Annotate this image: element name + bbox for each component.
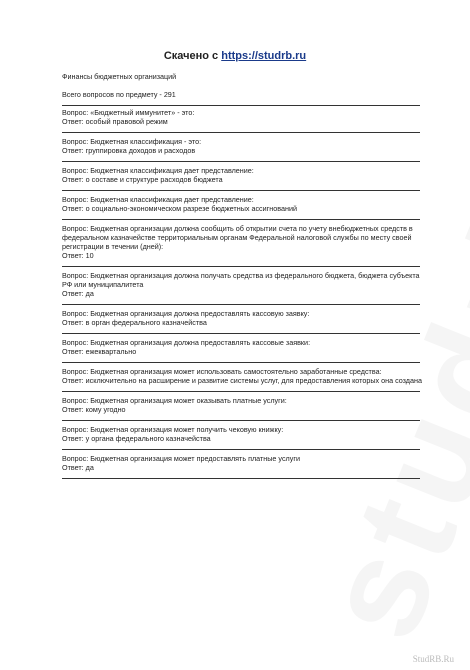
separator [62, 414, 422, 423]
qa-item [62, 224, 422, 269]
qa-item [62, 137, 422, 164]
separator [62, 260, 422, 269]
document-content [62, 72, 422, 483]
qa-item [62, 425, 422, 452]
separator [62, 155, 422, 164]
source-link[interactable]: https://studrb.ru [221, 50, 307, 62]
answer-text: Ответ: кому угодно [62, 405, 126, 414]
header-prefix: Скачено с [163, 50, 222, 62]
qa-item [62, 367, 422, 394]
qa-list [62, 108, 422, 481]
answer-text: Ответ: группировка доходов и расходов [62, 146, 196, 155]
separator [62, 126, 422, 135]
qa-item [62, 309, 422, 336]
answer-text: Ответ: в орган федерального казначейства [62, 318, 207, 327]
footer-site: StudRB.Ru [412, 654, 454, 664]
question-text: Вопрос: Бюджетная организация может использовать самостоятельно заработанные средства: [62, 367, 382, 376]
question-text: Вопрос: Бюджетная классификация дает представление: [62, 195, 254, 204]
qa-item [62, 108, 422, 135]
question-text: Вопрос: Бюджетная классификация дает представление: [62, 166, 254, 175]
qa-item [62, 338, 422, 365]
qa-item [62, 166, 422, 193]
answer-text: Ответ: у органа федерального казначейства [62, 434, 211, 443]
question-text: Вопрос: Бюджетная организация может предоставлять платные услуги [62, 454, 300, 463]
question-text: Вопрос: Бюджетная организации должна сообщить об открытии счета по учету внебюджетных средств в федеральном казначействе территориальным органам Федеральной налоговой службы по месту своей регистрации в течении (дней): [62, 224, 413, 251]
separator [62, 356, 422, 365]
question-text: Вопрос: «Бюджетный иммунитет» - это: [62, 108, 195, 117]
answer-text: Ответ: 10 [62, 251, 94, 260]
separator [62, 472, 422, 481]
separator [62, 327, 422, 336]
question-text: Вопрос: Бюджетная организация должна предоставлять кассовую заявку: [62, 309, 310, 318]
answer-text: Ответ: особый правовой режим [62, 117, 168, 126]
separator [62, 99, 422, 108]
answer-text: Ответ: о составе и структуре расходов бюджета [62, 175, 223, 184]
answer-text: Ответ: да [62, 463, 94, 472]
qa-item [62, 271, 422, 307]
qa-item [62, 454, 422, 481]
separator [62, 298, 422, 307]
question-text: Вопрос: Бюджетная организация должна предоставлять кассовые заявки: [62, 338, 311, 347]
separator [62, 184, 422, 193]
question-text: Вопрос: Бюджетная организация должна получать средства из федерального бюджета, бюджета субъекта РФ или муниципалитета [62, 271, 420, 289]
document-title: Финансы бюджетных организаций [62, 72, 177, 81]
question-text: Вопрос: Бюджетная классификация - это: [62, 137, 202, 146]
question-count: Всего вопросов по предмету - 291 [62, 90, 176, 99]
question-text: Вопрос: Бюджетная организация может оказывать платные услуги: [62, 396, 287, 405]
answer-text: Ответ: о социально-экономическом разрезе бюджетных ассигнований [62, 204, 297, 213]
download-header [0, 50, 470, 62]
qa-item [62, 396, 422, 423]
separator [62, 385, 422, 394]
answer-text: Ответ: да [62, 289, 94, 298]
separator [62, 443, 422, 452]
answer-text: Ответ: исключительно на расширение и развитие системы услуг, для предоставления которых она создана [62, 376, 422, 385]
answer-text: Ответ: ежеквартально [62, 347, 137, 356]
separator [62, 213, 422, 222]
question-text: Вопрос: Бюджетная организация может получить чековую книжку: [62, 425, 284, 434]
qa-item [62, 195, 422, 222]
